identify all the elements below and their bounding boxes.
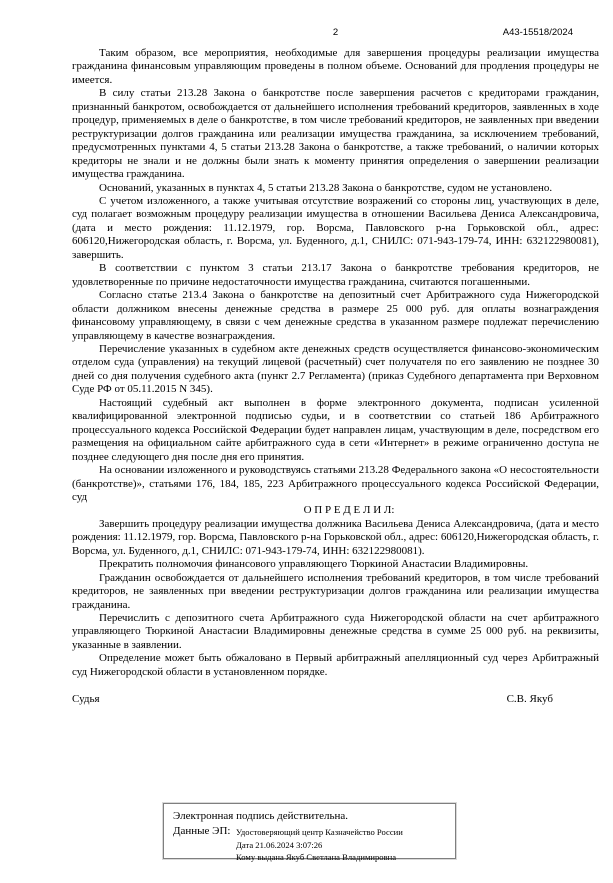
- paragraph: Таким образом, все мероприятия, необходимые для завершения процедуры реализации имущества гражданина финансовым управляющим проведены в полном объеме. Оснований для продления процедуры не имеется.: [72, 47, 599, 86]
- judge-label: Судья: [72, 692, 100, 705]
- paragraph: В силу статьи 213.28 Закона о банкротстве после завершения расчетов с кредиторами гражданин, признанный банкротом, освобождается от дальнейшего исполнения требований кредиторов, заявленных в ходе процедур, применяемых в деле о банкротстве, в том числе требований кредиторов, не заявленных при введении реструктуризации долгов гражданина или реализации имущества гражданина, за исключением требований, предусмотренных пунктами 4, 5 статьи 213.28 Закона о банкротстве, а также требований, о наличии которых кредиторы не знали и не должны были знать к моменту принятия определения о завершении реализации имущества гражданина.: [72, 87, 599, 181]
- stamp-detail-line: Удостоверяющий центр Казначейство России: [236, 827, 403, 837]
- paragraph: С учетом изложенного, а также учитывая отсутствие возражений со стороны лиц, участвующих в деле, суд полагает возможным процедуру реализации имущества в отношении Васильева Дениса Александровича, (дата и место рождения: 11.12.1979, гор. Ворсма, Павловского р-на Горьковской обл., адрес: 606120,Нижегородская область, г. Ворсма, ул. Буденного, д.1, СНИЛС: 071-943-179-74, ИНН: 632122980081), завершить.: [72, 194, 599, 261]
- page-header: [72, 26, 599, 39]
- paragraph: Завершить процедуру реализации имущества должника Васильева Дениса Александровича, (дата и место рождения: 11.12.1979, гор. Ворсма, Павловского р-на Горьковской обл., адрес: 606120,Нижегородская область, г. Ворсма, ул. Буденного, д.1, СНИЛС: 071-943-179-74, ИНН: 632122980081).: [72, 517, 599, 557]
- paragraph: Перечислить с депозитного счета Арбитражного суда Нижегородской области на счет арбитражного управляющего Тюркиной Анастасии Владимировны денежные средства в сумме 25 000 руб. на реквизиты, указанные в заявлении.: [72, 612, 599, 651]
- paragraph: На основании изложенного и руководствуясь статьями 213.28 Федерального закона «О несостоятельности (банкротстве)», статьями 176, 184, 185, 223 Арбитражного процессуального кодекса Российской Федерации, суд: [72, 464, 599, 503]
- judge-name: С.В. Якуб: [506, 692, 553, 705]
- signature-row: [72, 693, 599, 706]
- stamp-detail-line: Кому выдана Якуб Светлана Владимировна: [236, 852, 397, 863]
- stamp-data-row: [173, 825, 449, 864]
- stamp-data-label: Данные ЭП:: [173, 825, 231, 837]
- stamp-detail-line: Дата 21.06.2024 3:07:26: [236, 839, 323, 850]
- paragraph: Перечисление указанных в судебном акте денежных средств осуществляется финансово-экономическим отделом суда (управления) на текущий лицевой (расчетный) счет получателя по его заявлению не позднее 30 дней со дня получения судебного акта (пункт 2.7 Регламента) (приказ Судебного департамента при Верховном Суде РФ от 05.11.2015 N 345).: [72, 342, 599, 396]
- paragraph: В соответствии с пунктом 3 статьи 213.17 Закона о банкротстве требования кредиторов, не удовлетворенные по причине недостаточности имущества гражданина, считаются погашенными.: [72, 262, 599, 288]
- electronic-signature-stamp: [163, 803, 456, 863]
- paragraph: Настоящий судебный акт выполнен в форме электронного документа, подписан усиленной квалифицированной электронной подписью судьи, и в соответствии со статьей 186 Арбитражного процессуального кодекса Российской Федерации будет направлен лицам, участвующим в деле, посредством его размещения на официальном сайте арбитражного суда в сети «Интернет» в режиме ограниченно доступа не позднее следующего дня после дня его принятия.: [72, 396, 599, 463]
- text-column: [72, 26, 599, 706]
- paragraph: Согласно статье 213.4 Закона о банкротстве на депозитный счет Арбитражного суда Нижегородской области должником внесены денежные средства в размере 25 000 руб. для оплаты вознаграждения финансовому управляющему, в связи с чем денежные средства в указанном размере подлежат перечислению управляющему в качестве вознаграждения.: [72, 289, 599, 342]
- paragraph: Гражданин освобождается от дальнейшего исполнения требований кредиторов, в том числе требований кредиторов, не заявленных при введении реструктуризации долгов гражданина или реализации имущества гражданина.: [72, 571, 599, 611]
- stamp-validity-line: Электронная подпись действительна.: [173, 810, 349, 822]
- case-number: А43-15518/2024: [502, 27, 573, 38]
- paragraph: Прекратить полномочия финансового управляющего Тюркиной Анастасии Владимировны.: [99, 558, 529, 571]
- document-body: [72, 47, 599, 706]
- resolution-heading: О П Р Е Д Е Л И Л:: [303, 504, 395, 517]
- paragraph: Оснований, указанных в пунктах 4, 5 статьи 213.28 Закона о банкротстве, судом не установлено.: [99, 181, 553, 194]
- page-number: 2: [332, 27, 339, 38]
- stamp-details: [236, 825, 403, 864]
- paragraph: Определение может быть обжаловано в Первый арбитражный апелляционный суд через Арбитражный суд Нижегородской области в установленном порядке.: [72, 652, 599, 678]
